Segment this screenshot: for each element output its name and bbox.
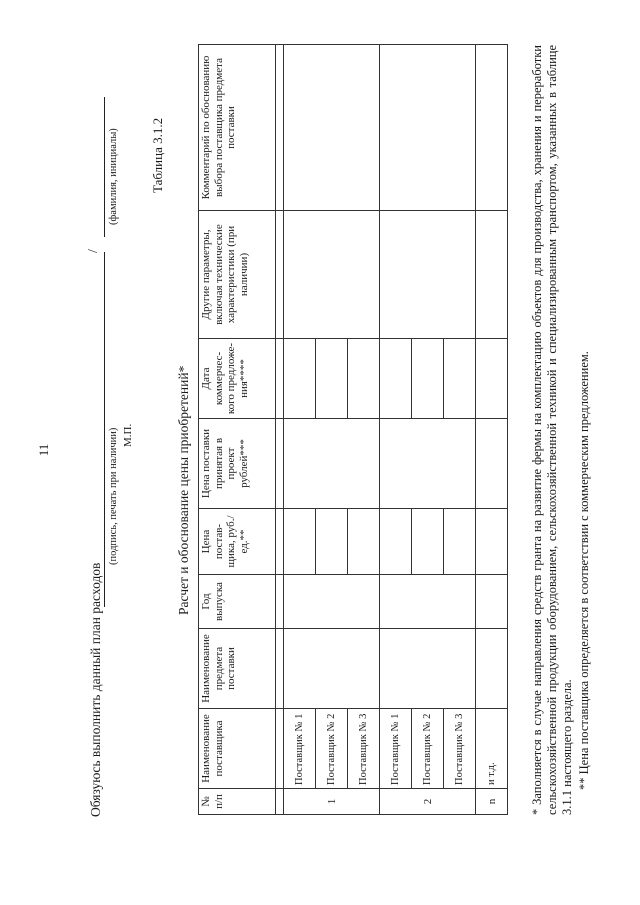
footnote-2: ** Цена поставщика определяется в соответствии с коммерческим предложением. [577,351,591,790]
parameters-cell [284,211,380,339]
row-number: 2 [380,789,476,815]
price-justification-table [198,44,508,815]
item-cell [284,629,380,709]
header-cell: Дата коммерчес-кого предложе-ния**** [199,339,276,419]
supplier-name: Поставщик № 1 [380,709,412,789]
header-cell: Комментарий по обоснованию выбора поставщика предмета поставки [199,45,276,211]
supplier-name: и т.д. [476,709,508,789]
offer-date-cell [316,339,348,419]
offer-date-cell [284,339,316,419]
header-cell: Другие параметры, включая технические характеристики (при наличии) [199,211,276,339]
accepted-price-cell [380,419,476,509]
supplier-price-cell [412,509,444,575]
supplier-name: Поставщик № 2 [412,709,444,789]
supplier-price-cell [380,509,412,575]
signature-separator: / [86,249,101,253]
supplier-price-cell [316,509,348,575]
header-cell: Наименование предмета поставки [199,629,276,709]
year-cell [380,575,476,629]
table-number-label: Таблица 3.1.2 [150,117,165,193]
offer-date-cell [380,339,412,419]
header-cell: Цена поставки принятая в проект рублей*** [199,419,276,509]
row-number: 1 [284,789,380,815]
signature-caption: (подпись, печать при наличии) [108,427,119,565]
supplier-name: Поставщик № 2 [316,709,348,789]
supplier-price-cell [444,509,476,575]
table-header-row [199,45,276,815]
accepted-price-cell [284,419,380,509]
header-cell: Год выпуска [199,575,276,629]
supplier-price-cell [348,509,380,575]
offer-date-cell [444,339,476,419]
header-cell: Цена постав-щика, руб./ед.** [199,509,276,575]
supplier-name: Поставщик № 3 [444,709,476,789]
supplier-name: Поставщик № 1 [284,709,316,789]
header-cell: № п/п [199,789,276,815]
offer-date-cell [348,339,380,419]
table-row [380,45,412,815]
signature-line [104,252,105,607]
comment-cell [284,45,380,211]
item-cell [380,629,476,709]
footnote-1: * Заполняется в случае направления средств гранта на развитие фермы на комплектацию объектов для производства, хранения и переработки сельскохозяйственной продукции оборудованием, сельскохозяйственной техникой и специализированным транспортом, указанных в таблице 3.1.1 настоящего раздела. [530,45,574,815]
table-spacer-row [276,45,284,815]
header-cell: Наименование поставщика [199,709,276,789]
page-number: 11 [36,443,51,457]
offer-date-cell [412,339,444,419]
name-line [104,97,105,237]
obligation-statement: Обязуюсь выполнить данный план расходов [88,562,103,817]
row-number: n [476,789,508,815]
supplier-name: Поставщик № 3 [348,709,380,789]
table-row [284,45,316,815]
supplier-price-cell [284,509,316,575]
year-cell [284,575,380,629]
stamp-label: М.П. [122,423,134,447]
table-row [476,45,508,815]
parameters-cell [380,211,476,339]
table-title: Расчет и обоснование цены приобретений* [176,365,191,615]
comment-cell [380,45,476,211]
name-caption: (фамилия, инициалы) [108,128,119,225]
